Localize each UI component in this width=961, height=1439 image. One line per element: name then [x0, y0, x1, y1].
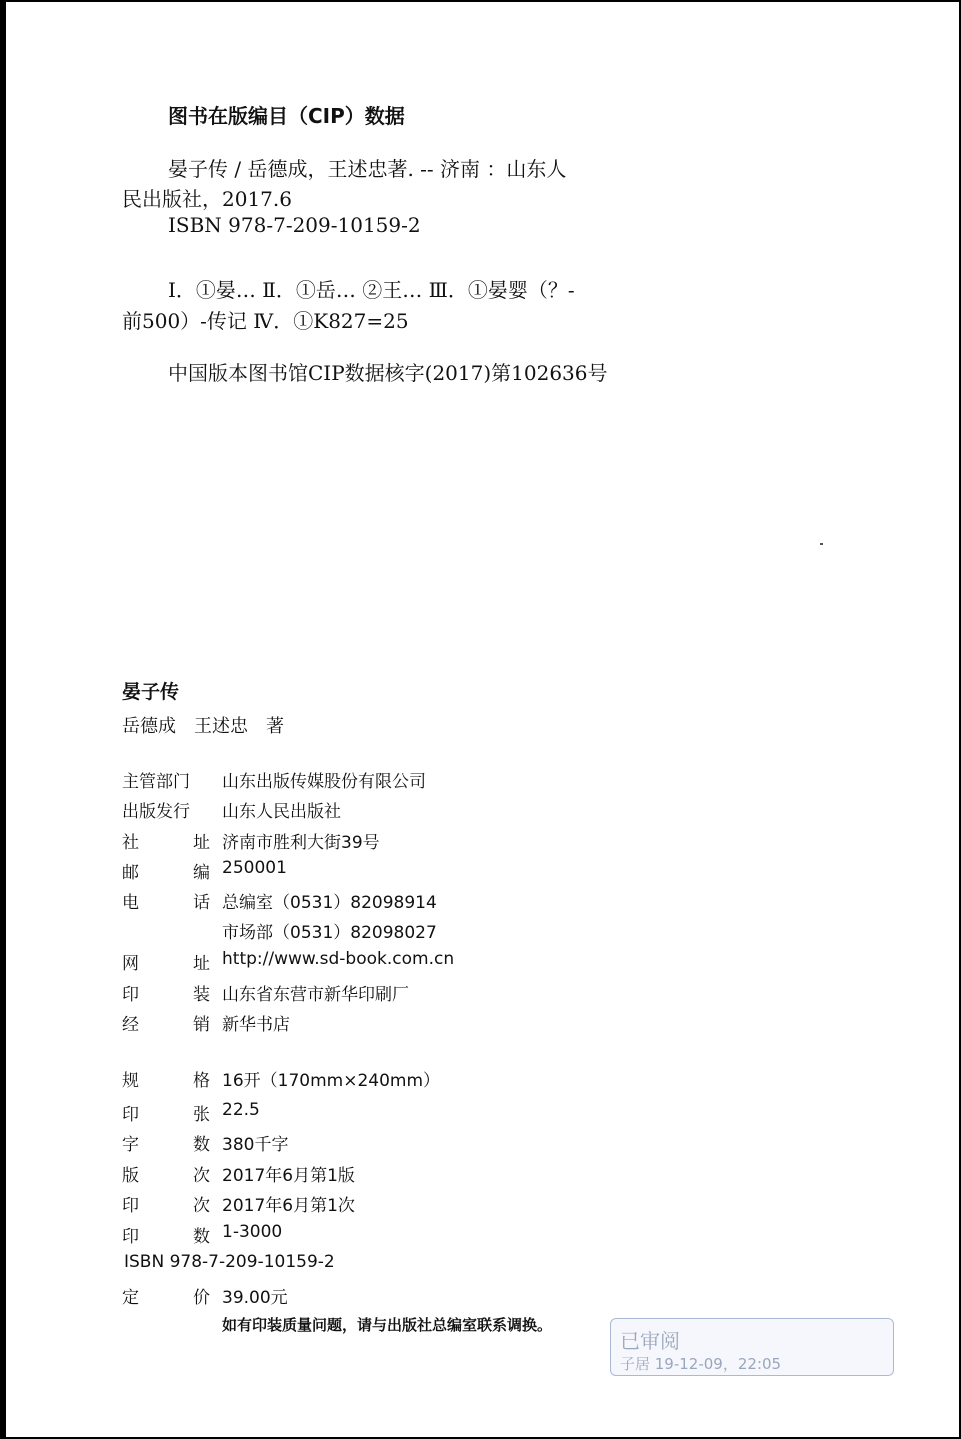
imprint-row-label	[122, 949, 210, 974]
imprint-row-value: 新华书店	[222, 1015, 290, 1035]
imprint-row-value: 1-3000	[222, 1222, 283, 1242]
label-char: 印	[122, 1196, 139, 1216]
label-char: 编	[193, 863, 210, 883]
label-char: 张	[193, 1105, 210, 1125]
label-char: 数	[193, 1135, 210, 1155]
review-stamp	[610, 1318, 894, 1376]
imprint-isbn: ISBN 978-7-209-10159-2	[124, 1252, 335, 1272]
label-char: 址	[193, 833, 210, 853]
page-edge-left	[0, 0, 6, 1439]
imprint-row-value: 山东出版传媒股份有限公司	[222, 772, 426, 792]
imprint-row-value: 2017年6月第1版	[222, 1166, 355, 1186]
imprint-row-label	[122, 828, 210, 853]
label-char: 邮	[122, 863, 139, 883]
label-char: 电	[122, 893, 139, 913]
imprint-row-value: 39.00元	[222, 1288, 288, 1308]
page-edge-top	[0, 0, 961, 2]
imprint-row-value: 250001	[222, 858, 287, 878]
imprint-row-label	[122, 767, 210, 792]
label-char: 次	[193, 1196, 210, 1216]
label-char: 主管部门	[122, 772, 190, 792]
label-char: 社	[122, 833, 139, 853]
imprint-row-value: 山东省东营市新华印刷厂	[222, 985, 409, 1005]
imprint-row-label	[122, 797, 210, 822]
imprint-row-value: 380千字	[222, 1135, 289, 1155]
label-char: 销	[193, 1015, 210, 1035]
label-char: 址	[193, 954, 210, 974]
cip-isbn-line: ISBN 978-7-209-10159-2	[168, 213, 421, 237]
label-char: 出版发行	[122, 802, 190, 822]
imprint-row-label	[122, 1283, 210, 1308]
imprint-row-label	[122, 1130, 210, 1155]
cip-publisher-line: 民出版社，2017.6	[122, 187, 292, 211]
cip-heading: 图书在版编目（CIP）数据	[168, 104, 405, 128]
label-char: 定	[122, 1288, 139, 1308]
imprint-row-value: 22.5	[222, 1100, 260, 1120]
imprint-row-label	[122, 858, 210, 883]
imprint-row-label	[122, 980, 210, 1005]
quality-notice: 如有印装质量问题，请与出版社总编室联系调换。	[222, 1316, 553, 1334]
review-status: 已审阅	[620, 1329, 680, 1353]
label-char: 数	[193, 1227, 210, 1247]
imprint-row-value: 2017年6月第1次	[222, 1196, 355, 1216]
imprint-title: 晏子传	[122, 681, 180, 703]
imprint-row-label	[122, 1191, 210, 1216]
imprint-row-label	[122, 1222, 210, 1247]
review-meta: 子居 19-12-09，22:05	[620, 1355, 782, 1373]
imprint-authors: 岳德成 王述忠 著	[122, 716, 284, 737]
label-char: 格	[193, 1071, 210, 1091]
imprint-row-value: 16开（170mm×240mm）	[222, 1071, 441, 1091]
imprint-row-value: 济南市胜利大街39号	[222, 833, 380, 853]
label-char: 印	[122, 1105, 139, 1125]
label-char: 印	[122, 985, 139, 1005]
label-char: 装	[193, 985, 210, 1005]
label-char: 字	[122, 1135, 139, 1155]
label-char: 话	[193, 893, 210, 913]
label-char: 网	[122, 954, 139, 974]
cip-record-number: 中国版本图书馆CIP数据核字(2017)第102636号	[168, 361, 608, 385]
cip-title-line: 晏子传 / 岳德成，王述忠著. -- 济南 ：山东人	[168, 157, 567, 181]
imprint-row-label	[122, 1161, 210, 1186]
imprint-row-label	[122, 888, 210, 913]
label-char: 价	[193, 1288, 210, 1308]
label-char: 规	[122, 1071, 139, 1091]
imprint-row-value: 总编室（0531）82098914	[222, 893, 437, 913]
cip-classification-line-2: 前500）-传记 Ⅳ．①K827=25	[122, 309, 409, 333]
label-char: 次	[193, 1166, 210, 1186]
label-char: 经	[122, 1015, 139, 1035]
label-char: 版	[122, 1166, 139, 1186]
label-char: 印	[122, 1227, 139, 1247]
imprint-row-value: http://www.sd-book.com.cn	[222, 949, 455, 969]
imprint-row-value: 市场部（0531）82098027	[222, 923, 437, 943]
scan-speck	[820, 543, 823, 545]
cip-classification-line: I．①晏… Ⅱ．①岳… ②王… Ⅲ．①晏婴（？-	[168, 278, 575, 302]
imprint-row-value: 山东人民出版社	[222, 802, 341, 822]
imprint-row-label	[122, 1010, 210, 1035]
imprint-row-label	[122, 1066, 210, 1091]
imprint-row-label	[122, 1100, 210, 1125]
